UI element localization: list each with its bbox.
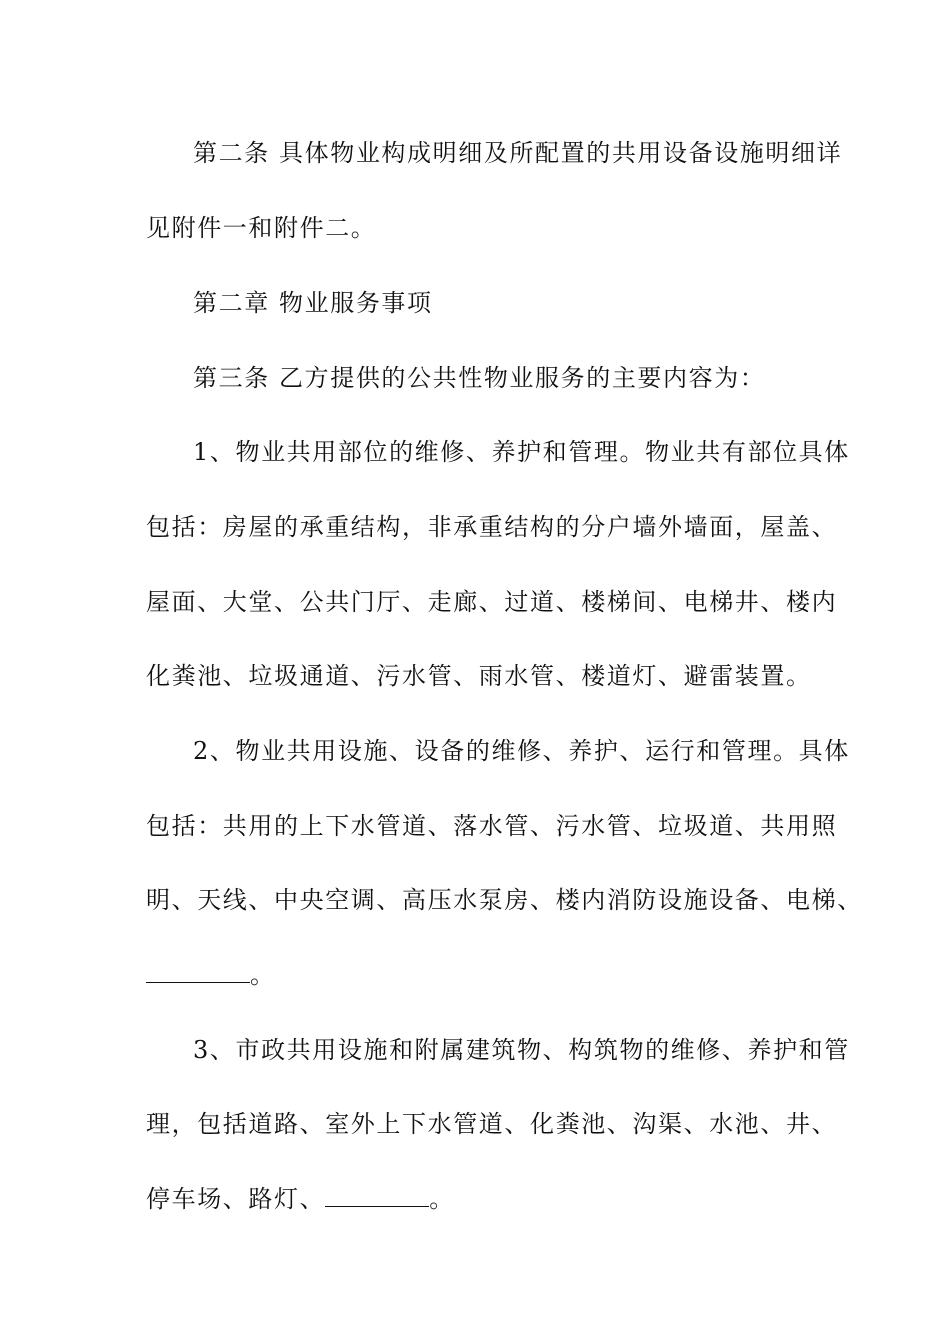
item-1-line-4: 化粪池、垃圾通道、污水管、雨水管、楼道灯、避雷装置。 <box>146 662 812 690</box>
fill-in-blank <box>325 1186 429 1207</box>
item-3-end-punct: 。 <box>429 1185 455 1213</box>
article-2-line-1: 第二条 具体物业构成明细及所配置的共用设备设施明细详 <box>193 139 843 167</box>
chapter-2-heading: 第二章 物业服务事项 <box>193 289 433 317</box>
item-2-line-3: 明、天线、中央空调、高压水泵房、楼内消防设施设备、电梯、 <box>146 886 863 914</box>
fill-in-blank <box>146 962 250 983</box>
item-1-line-3: 屋面、大堂、公共门厅、走廊、过道、楼梯间、电梯井、楼内 <box>146 588 838 616</box>
item-1-line-1: 1、物业共用部位的维修、养护和管理。物业共有部位具体 <box>193 438 850 466</box>
article-2-line-2: 见附件一和附件二。 <box>146 214 377 242</box>
item-2-line-1: 2、物业共用设施、设备的维修、养护、运行和管理。具体 <box>193 737 850 765</box>
item-3-line-3-text: 停车场、路灯、 <box>146 1185 326 1213</box>
article-3-heading: 第三条 乙方提供的公共性物业服务的主要内容为： <box>193 364 766 392</box>
item-2-line-2: 包括：共用的上下水管道、落水管、污水管、垃圾道、共用照 <box>146 812 838 840</box>
item-3-line-1: 3、市政共用设施和附属建筑物、构筑物的维修、养护和管 <box>193 1036 850 1064</box>
item-3-line-2: 理，包括道路、室外上下水管道、化粪池、沟渠、水池、井、 <box>146 1110 838 1138</box>
item-1-line-2: 包括：房屋的承重结构，非承重结构的分户墙外墙面，屋盖、 <box>146 513 838 541</box>
item-2-line-4 <box>146 960 276 990</box>
item-2-end-punct: 。 <box>250 961 276 989</box>
item-3-line-3 <box>146 1184 455 1214</box>
